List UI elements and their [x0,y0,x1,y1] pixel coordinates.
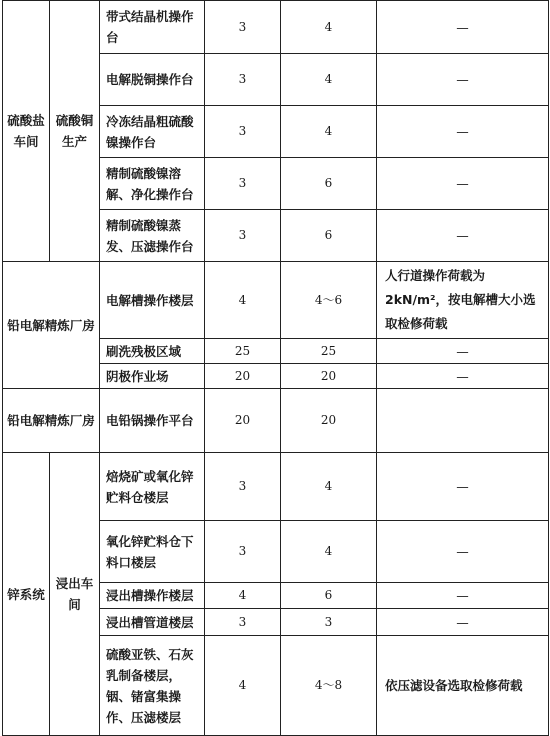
note-cell: 依压滤设备选取检修荷载 [377,636,549,736]
value-cell: 4 [205,262,281,339]
value-cell: 4 [281,106,377,158]
value-cell: 3 [205,54,281,106]
area-cell: 精制硫酸镍溶解、净化操作台 [100,158,205,210]
value-cell: 4 [281,54,377,106]
value-cell: 25 [281,339,377,364]
area-cell: 浸出槽操作楼层 [100,583,205,609]
value-cell: 3 [205,158,281,210]
value-cell: 3 [205,210,281,262]
group-cell: 锌系统 [3,453,50,736]
value-cell: 6 [281,210,377,262]
area-cell: 电解槽操作楼层 [100,262,205,339]
note-cell: — [377,453,549,521]
value-cell: 3 [281,609,377,636]
group-cell: 铅电解精炼厂房 [3,262,100,389]
area-cell: 带式结晶机操作台 [100,1,205,54]
group-cell: 铅电解精炼厂房 [3,389,100,453]
note-cell: — [377,1,549,54]
subgroup-cell: 浸出车间 [50,453,100,736]
note-cell: — [377,158,549,210]
note-cell: — [377,583,549,609]
value-cell: 20 [281,364,377,389]
value-cell: 4 [281,521,377,583]
area-cell: 刷洗残极区域 [100,339,205,364]
area-cell: 精制硫酸镍蒸发、压滤操作台 [100,210,205,262]
value-cell: 3 [205,521,281,583]
area-cell: 浸出槽管道楼层 [100,609,205,636]
table-row [3,389,549,453]
note-cell: — [377,210,549,262]
note-cell: — [377,521,549,583]
value-cell: 6 [281,583,377,609]
value-cell: 20 [205,389,281,453]
note-cell: — [377,609,549,636]
note-cell: 人行道操作荷载为2kN/m²，按电解槽大小选取检修荷载 [377,262,549,339]
note-cell: — [377,54,549,106]
area-cell: 阴极作业场 [100,364,205,389]
value-cell: 3 [205,1,281,54]
note-cell [377,389,549,453]
area-cell: 硫酸亚铁、石灰乳制备楼层，铟、锗富集操作、压滤楼层 [100,636,205,736]
group-cell: 硫酸盐车间 [3,1,50,262]
value-cell: 4 [281,1,377,54]
value-cell: 25 [205,339,281,364]
area-cell: 电铅锅操作平台 [100,389,205,453]
load-table [2,0,549,736]
value-cell: 6 [281,158,377,210]
value-cell: 4 [205,583,281,609]
note-cell: — [377,106,549,158]
value-cell: 3 [205,453,281,521]
area-cell: 氧化锌贮料仓下料口楼层 [100,521,205,583]
value-cell: 3 [205,106,281,158]
value-cell: 4 [281,453,377,521]
area-cell: 冷冻结晶粗硫酸镍操作台 [100,106,205,158]
note-cell: — [377,364,549,389]
value-cell: 4～6 [281,262,377,339]
value-cell: 20 [281,389,377,453]
value-cell: 4 [205,636,281,736]
subgroup-cell: 硫酸铜生产 [50,1,100,262]
note-cell: — [377,339,549,364]
table-row [3,453,549,521]
table-row [3,262,549,339]
value-cell: 3 [205,609,281,636]
table-row [3,1,549,54]
area-cell: 焙烧矿或氧化锌贮料仓楼层 [100,453,205,521]
value-cell: 4～8 [281,636,377,736]
area-cell: 电解脱铜操作台 [100,54,205,106]
value-cell: 20 [205,364,281,389]
